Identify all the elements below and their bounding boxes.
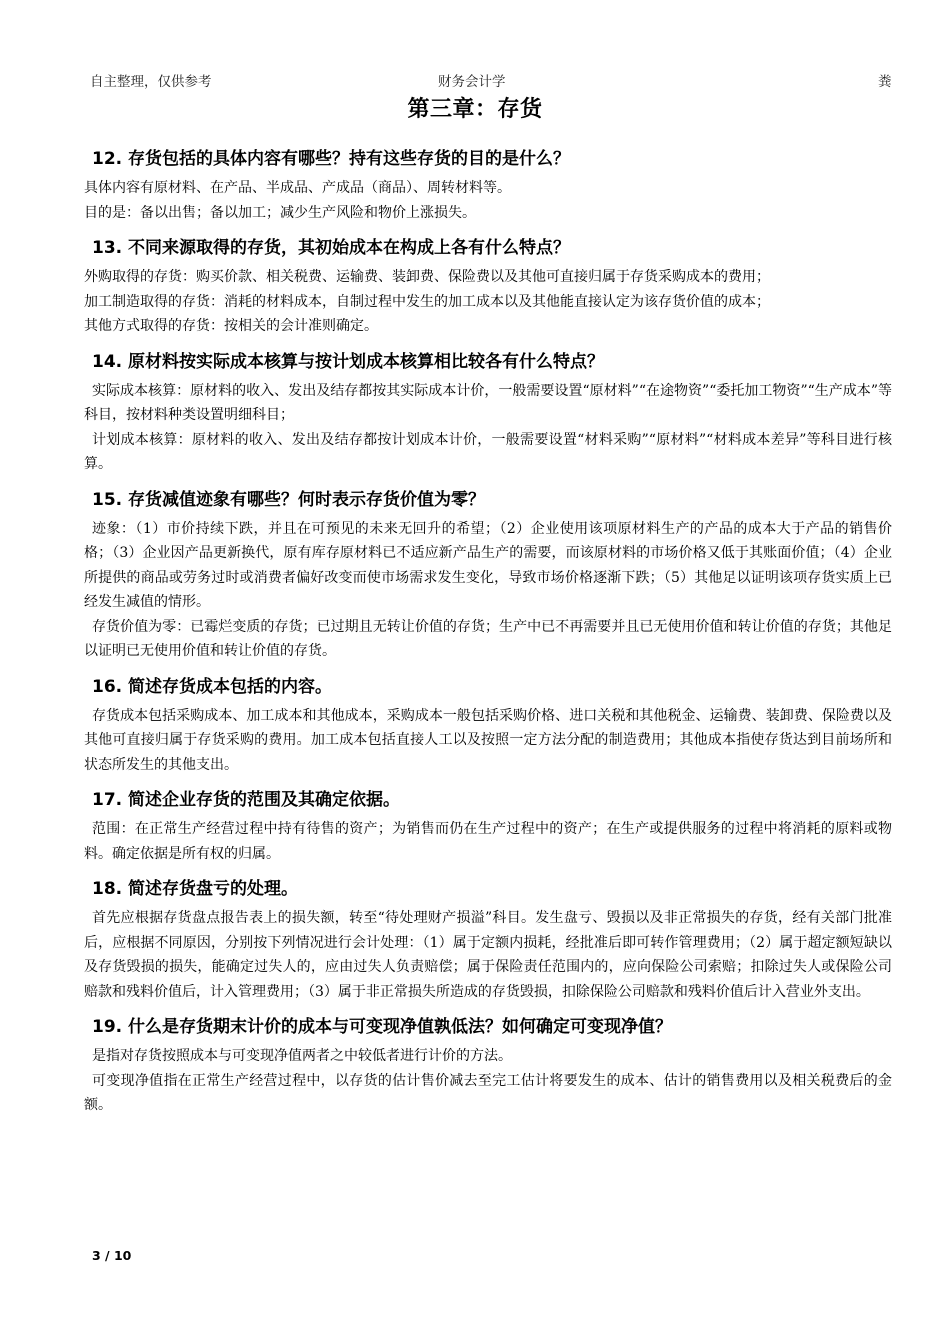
question-heading: 17. 简述企业存货的范围及其确定依据。 — [92, 790, 401, 810]
answer-paragraph: 存货价值为零：已霉烂变质的存货；已过期且无转让价值的存货；生产中已不再需要并且已无使用价值和转让价值的存货；其他足以证明已无使用价值和转让价值的存货。 — [84, 618, 892, 659]
chapter-title: 第三章：存货 — [407, 97, 543, 122]
qa-content — [84, 146, 892, 1118]
answer-paragraph: 首先应根据存货盘点报告表上的损失额，转至“待处理财产损溢”科目。发生盘亏、毁损以及非正常损失的存货，经有关部门批准后，应根据不同原因，分别按下列情况进行会计处理：（1）属于定额内损耗，经批准后即可转作管理费用；（2）属于超定额短缺以及存货毁损的损失，能确定过失人的，应由过失人负责赔偿；属于保险责任范围内的，应向保险公司索赔；扣除过失人或保险公司赔款和残料价值后，计入管理费用；（3）属于非正常损失所造成的存货毁损，扣除保险公司赔款和残料价值后计入营业外支出。 — [84, 910, 892, 1000]
answer-paragraph: 可变现净值指在正常生产经营过程中，以存货的估计售价减去至完工估计将要发生的成本、估计的销售费用以及相关税费后的金额。 — [84, 1072, 892, 1113]
page-number: 3 / 10 — [92, 1248, 132, 1263]
answer-paragraph: 计划成本核算：原材料的收入、发出及结存都按计划成本计价，一般需要设置“材料采购”“原材料”“材料成本差异”等科目进行核算。 — [84, 431, 892, 472]
question-heading: 14. 原材料按实际成本核算与按计划成本核算相比较各有什么特点？ — [92, 351, 605, 372]
question-heading: 13. 不同来源取得的存货，其初始成本在构成上各有什么特点？ — [92, 238, 571, 258]
question-heading: 18. 简述存货盘亏的处理。 — [92, 879, 299, 899]
answer-paragraph: 实际成本核算：原材料的收入、发出及结存都按其实际成本计价，一般需要设置“原材料”“在途物资”“委托加工物资”“生产成本”等科目，按材料种类设置明细科目； — [84, 382, 892, 423]
answer-paragraph: 其他方式取得的存货：按相关的会计准则确定。 — [84, 318, 378, 334]
question-heading: 19. 什么是存货期末计价的成本与可变现净值孰低法？如何确定可变现净值？ — [92, 1017, 673, 1037]
question-heading: 12. 存货包括的具体内容有哪些？持有这些存货的目的是什么？ — [92, 149, 571, 169]
answer-paragraph: 加工制造取得的存货：消耗的材料成本，自制过程中发生的加工成本以及其他能直接认定为该存货价值的成本； — [84, 293, 770, 310]
header-course-title: 财务会计学 — [438, 74, 506, 90]
answer-paragraph: 外购取得的存货：购买价款、相关税费、运输费、装卸费、保险费以及其他可直接归属于存货采购成本的费用； — [84, 269, 770, 285]
header-left-note: 自主整理，仅供参考 — [90, 74, 212, 90]
answer-paragraph: 是指对存货按照成本与可变现净值两者之中较低者进行计价的方法。 — [92, 1048, 512, 1064]
question-heading: 15. 存货减值迹象有哪些？何时表示存货价值为零？ — [92, 489, 486, 510]
answer-paragraph: 范围：在正常生产经营过程中持有待售的资产；为销售而仍在生产过程中的资产；在生产或提供服务的过程中将消耗的原料或物料。确定依据是所有权的归属。 — [84, 821, 892, 862]
header-right-mark: 粪 — [878, 74, 892, 90]
answer-paragraph: 存货成本包括采购成本、加工成本和其他成本，采购成本一般包括采购价格、进口关税和其他税金、运输费、装卸费、保险费以及其他可直接归属于存货采购的费用。加工成本包括直接人工以及按照一定方法分配的制造费用；其他成本指使存货达到目前场所和状态所发生的其他支出。 — [84, 707, 892, 773]
answer-paragraph: 目的是：备以出售；备以加工；减少生产风险和物价上涨损失。 — [84, 204, 476, 221]
answer-paragraph: 迹象：（1）市价持续下跌，并且在可预见的未来无回升的希望；（2）企业使用该项原材料生产的产品的成本大于产品的销售价格；（3）企业因产品更新换代，原有库存原材料已不适应新产品生产的需要，而该原材料的市场价格又低于其账面价值；（4）企业所提供的商品或劳务过时或消费者偏好改变而使市场需求发生变化，导致市场价格逐渐下跌；（5）其他足以证明该项存货实质上已经发生减值的情形。 — [84, 520, 892, 610]
answer-paragraph: 具体内容有原材料、在产品、半成品、产成品（商品）、周转材料等。 — [84, 180, 511, 196]
question-heading: 16. 简述存货成本包括的内容。 — [92, 676, 333, 697]
